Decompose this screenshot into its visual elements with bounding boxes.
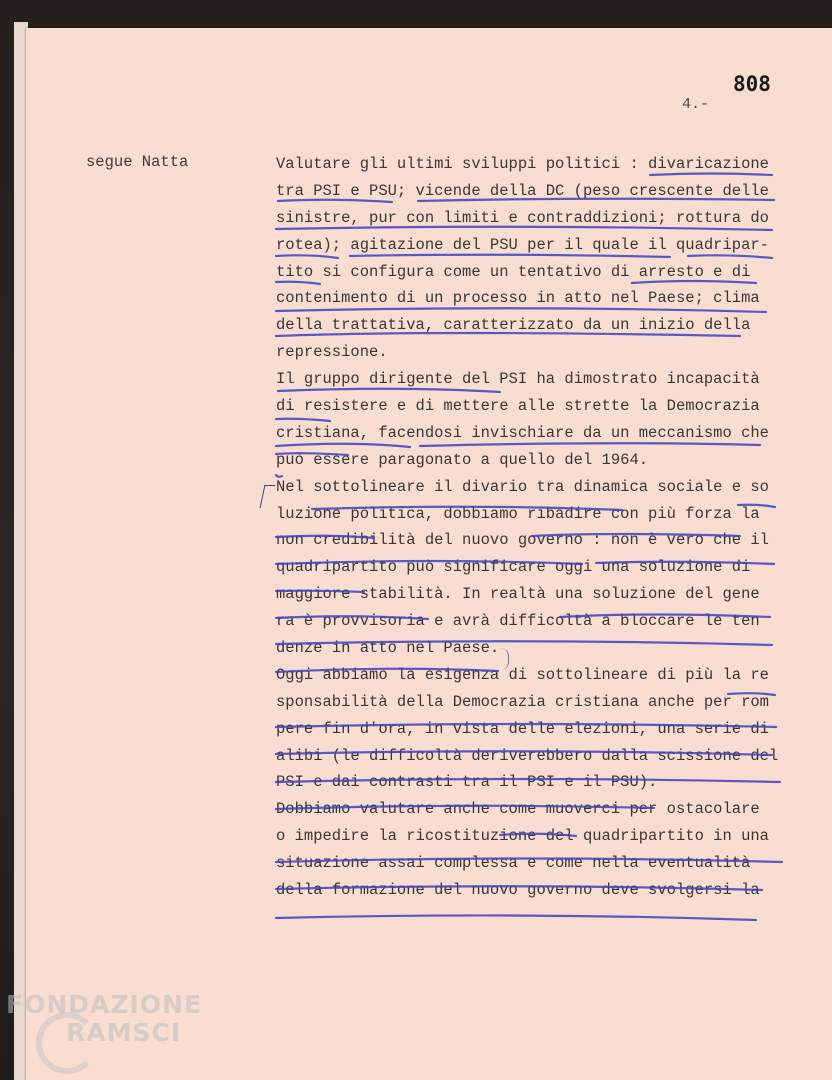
page-number: 4.- [682,96,710,113]
text-line: Dobbiamo valutare anche come muoverci per ostacolare [276,800,760,819]
text-line: Valutare gli ultimi sviluppi politici : divaricazione [276,155,769,173]
text-line: della formazione del nuovo governo deve svolgersi la [276,881,760,900]
text-line: rotea); agitazione del PSU per il quale il quadripar- [276,235,769,254]
text-line: alibi (le difficoltà deriverebbero dalla scissione del [276,746,779,765]
text-line: contenimento di un processo in atto nel Paese; clima [276,289,760,308]
typewritten-body [276,151,796,904]
text-line: della trattativa, caratterizzato da un inizio della [276,316,751,335]
text-line: Nel sottolineare il divario tra dinamica sociale e so [276,477,769,496]
text-line: non credibilità del nuovo governo : non è vero che il [276,531,769,550]
text-line: di resistere e di mettere alle strette la Democrazia [276,397,760,416]
text-line: pere fin d'ora, in vista delle elezioni, una serie di [276,719,769,738]
text-line: PSI e dai contrasti tra il PSI e il PSU). [276,773,658,792]
text-line: luzione politica, dobbiamo ribadire con più forza la [276,504,760,523]
text-line: o impedire la ricostituzione del quadripartito in una [276,827,769,846]
watermark-line2: RAMSCI [66,1018,182,1047]
text-line: cristiana, facendosi invischiare da un meccanismo che [276,423,769,442]
text-line: denze in atto nel Paese. [276,639,500,658]
speaker-label: segue Natta [86,153,189,171]
text-line: ra è provvisoria e avrà difficoltà a bloccare le ten [276,612,760,631]
text-line: situazione assai complessa e come nella eventualità [276,854,751,873]
folio-number: 808 [733,72,771,96]
text-line: repressione. [276,343,388,362]
text-line: sinistre, pur con limiti e contraddizioni; rottura do [276,208,769,227]
watermark-line1: FONDAZIONE [6,990,203,1019]
text-line: tito si configura come un tentativo di arresto e di [276,262,751,281]
archive-watermark [6,990,216,1070]
text-line: Il gruppo dirigente del PSI ha dimostrato incapacità [276,370,760,389]
text-line: Oggi abbiamo la esigenza di sottolineare di più la re [276,665,769,684]
text-line: sponsabilità della Democrazia cristiana anche per rom [276,692,769,711]
text-line: può essere paragonato a quello del 1964. [276,450,649,469]
text-line: maggiore stabilità. In realtà una soluzione del gene [276,585,760,604]
text-line: quadripartito può significare oggi una soluzione di [276,558,751,577]
text-line: tra PSI e PSU; vicende della DC (peso crescente delle [276,181,769,200]
